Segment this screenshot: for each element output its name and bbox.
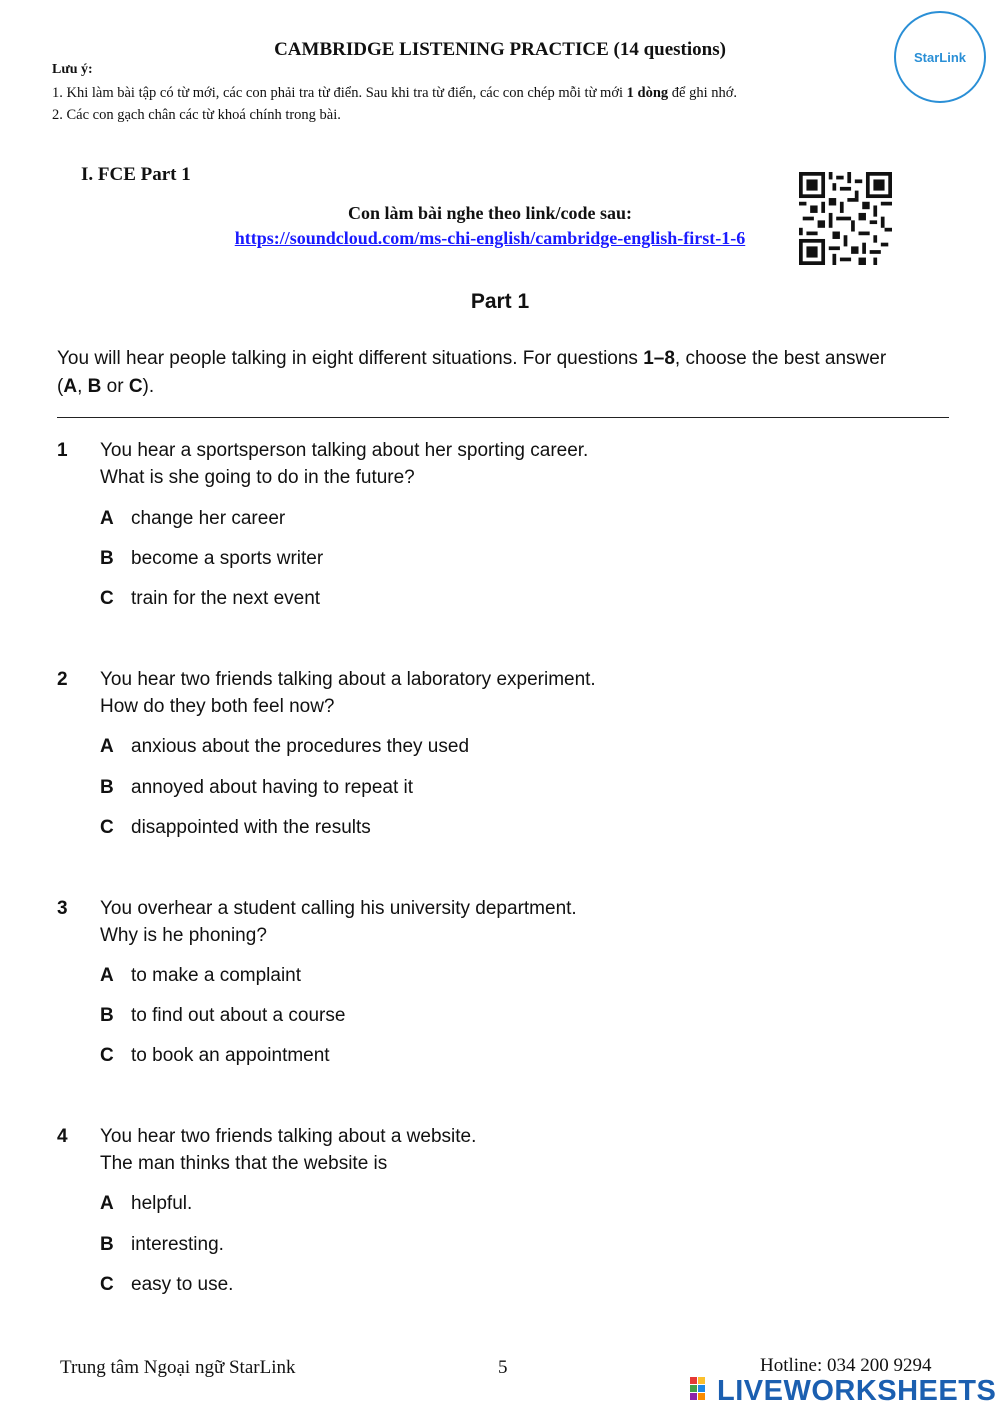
note-1-bold: 1 dòng [626, 85, 669, 101]
question-3-option-b-letter[interactable]: B [100, 1005, 114, 1026]
question-4-option-c-text[interactable]: easy to use. [131, 1274, 234, 1295]
question-3-option-a-text[interactable]: to make a complaint [131, 965, 302, 986]
instruction-range: 1–8 [643, 348, 675, 369]
listen-instruction: Con làm bài nghe theo link/code sau: [347, 203, 633, 223]
instruction-text-b: , choose the best answer [674, 348, 887, 369]
note-item-2: 2. Các con gạch chân các từ khoá chính trong bài. [52, 107, 341, 123]
question-1-option-a-text[interactable]: change her career [131, 508, 286, 529]
question-1-option-b-letter[interactable]: B [100, 548, 114, 569]
question-2-option-a-text[interactable]: anxious about the procedures they used [131, 736, 470, 757]
question-1-option-b-text[interactable]: become a sports writer [131, 548, 324, 569]
liveworksheets-text: LIVEWORKSHEETS [717, 1374, 997, 1407]
question-4-option-c-letter[interactable]: C [100, 1274, 114, 1295]
instruction-paren-close: ). [142, 376, 155, 397]
question-4-number: 4 [57, 1126, 68, 1147]
question-1-option-a-letter[interactable]: A [100, 508, 114, 529]
question-4-prompt: The man thinks that the website is [100, 1153, 388, 1174]
question-1-number: 1 [57, 440, 68, 461]
question-3-option-a-letter[interactable]: A [100, 965, 114, 986]
question-2-context: You hear two friends talking about a laboratory experiment. [100, 669, 596, 690]
question-3-option-b-text[interactable]: to find out about a course [131, 1005, 346, 1026]
question-3-context: You overhear a student calling his university department. [100, 898, 577, 919]
question-3-prompt: Why is he phoning? [100, 925, 267, 946]
question-4-option-b-letter[interactable]: B [100, 1234, 114, 1255]
question-2-option-b-letter[interactable]: B [100, 777, 114, 798]
instruction-letter-c: C [128, 376, 143, 397]
instruction-text-a: You will hear people talking in eight different situations. For questions [57, 348, 644, 369]
question-3-number: 3 [57, 898, 68, 919]
footer-center-name: Trung tâm Ngoại ngữ StarLink [60, 1357, 296, 1378]
part-instruction [57, 345, 957, 401]
question-2-option-c-letter[interactable]: C [100, 817, 114, 838]
starlink-logo [894, 11, 986, 103]
instruction-or: or [101, 376, 129, 397]
question-4-option-b-text[interactable]: interesting. [131, 1234, 224, 1255]
question-1-prompt: What is she going to do in the future? [100, 467, 415, 488]
page-number: 5 [498, 1357, 508, 1378]
note-1-text-b: để ghi nhớ. [668, 85, 738, 101]
question-3-option-c-text[interactable]: to book an appointment [131, 1045, 330, 1066]
part-divider [57, 417, 949, 418]
question-2-prompt: How do they both feel now? [100, 696, 335, 717]
liveworksheets-mark-icon [690, 1377, 714, 1405]
question-2-option-c-text[interactable]: disappointed with the results [131, 817, 371, 838]
question-2-option-a-letter[interactable]: A [100, 736, 114, 757]
section-title: I. FCE Part 1 [81, 164, 191, 185]
note-1-text-a: 1. Khi làm bài tập có từ mới, các con phải tra từ điển. Sau khi tra từ điển, các con chép mỗi từ mới [52, 85, 627, 101]
footer-hotline: Hotline: 034 200 9294 [760, 1355, 932, 1376]
note-label: Lưu ý: [52, 62, 93, 77]
question-4-option-a-text[interactable]: helpful. [131, 1193, 193, 1214]
liveworksheets-logo [690, 1373, 996, 1409]
question-2-option-b-text[interactable]: annoyed about having to repeat it [131, 777, 414, 798]
question-2-number: 2 [57, 669, 68, 690]
question-4-context: You hear two friends talking about a website. [100, 1126, 477, 1147]
document-title: CAMBRIDGE LISTENING PRACTICE (14 questions) [274, 39, 726, 60]
question-4-option-a-letter[interactable]: A [100, 1193, 114, 1214]
question-1-option-c-letter[interactable]: C [100, 588, 114, 609]
instruction-sep: , [77, 376, 88, 397]
starlink-logo-text: StarLink [913, 49, 966, 65]
note-item-1 [52, 85, 737, 102]
question-3-option-c-letter[interactable]: C [100, 1045, 114, 1066]
soundcloud-link[interactable]: https://soundcloud.com/ms-chi-english/cambridge-english-first-1-6 [234, 228, 746, 248]
instruction-letter-a: A [63, 376, 78, 397]
question-1-context: You hear a sportsperson talking about her sporting career. [100, 440, 589, 461]
part-heading: Part 1 [470, 290, 530, 313]
instruction-paren-open: ( [57, 376, 64, 397]
qr-code-icon [799, 172, 892, 265]
question-1-option-c-text[interactable]: train for the next event [131, 588, 321, 609]
instruction-letter-b: B [87, 376, 102, 397]
